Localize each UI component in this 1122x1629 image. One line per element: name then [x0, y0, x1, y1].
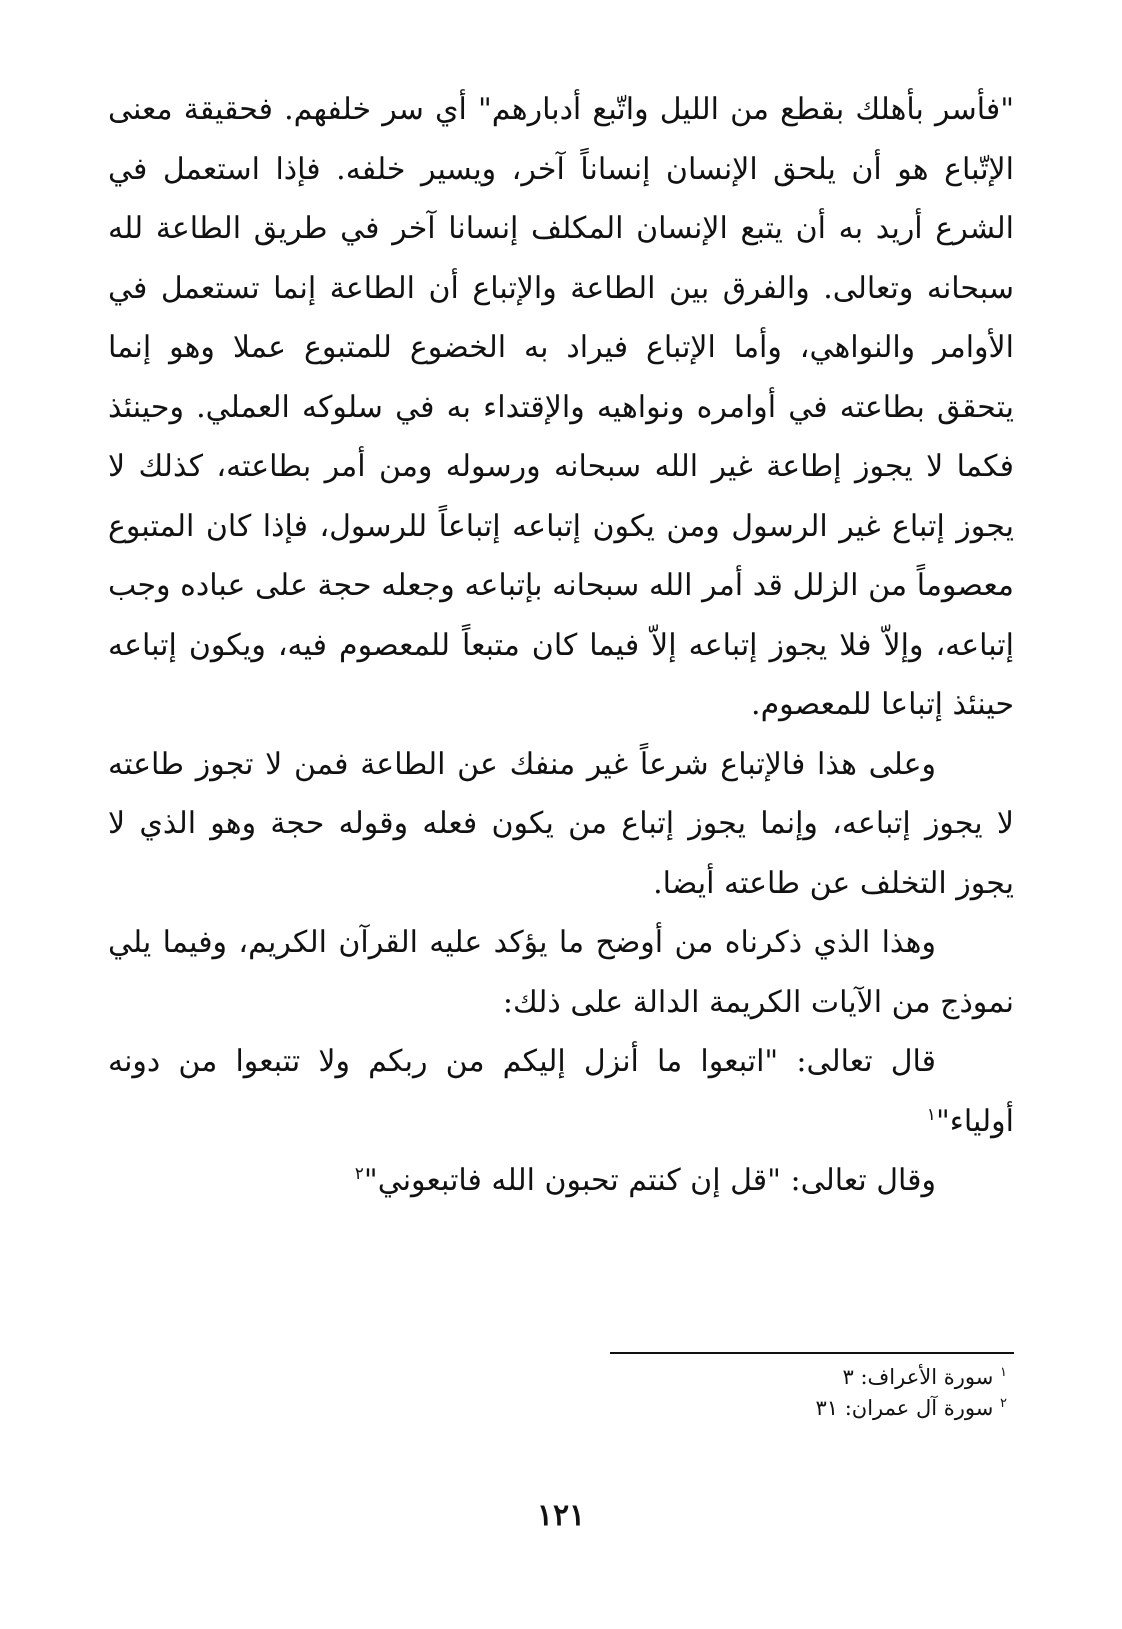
footnote-1-number: ١	[1000, 1365, 1007, 1380]
paragraph-2: وعلى هذا فالإتباع شرعاً غير منفك عن الطاعة فمن لا تجوز طاعته لا يجوز إتباعه، وإنما يجوز إتباع من يكون فعله وقوله حجة وهو الذي لا يجوز التخلف عن طاعته أيضا.	[108, 746, 1014, 901]
footnote-1-text: سورة الأعراف: ٣	[842, 1365, 994, 1389]
verse-quote-2	[108, 1151, 1014, 1211]
footnote-2-text: سورة آل عمران: ٣١	[815, 1396, 994, 1420]
paragraph-1: "فأسر بأهلك بقطع من الليل واتّبع أدبارهم" أي سر خلفهم. فحقيقة معنى الإتّباع هو أن يلحق الإنسان إنساناً آخر، ويسير خلفه. فإذا استعمل في الشرع أريد به أن يتبع الإنسان المكلف إنسانا آخر في طريق الطاعة لله سبحانه وتعالى. والفرق بين الطاعة والإتباع أن الطاعة إنما تستعمل في الأوامر والنواهي، وأما الإتباع فيراد به الخضوع للمتبوع عملا وهو إنما يتحقق بطاعته في أوامره ونواهيه والإقتداء به في سلوكه العملي. وحينئذ فكما لا يجوز إطاعة غير الله سبحانه ورسوله ومن أمر بطاعته، كذلك لا يجوز إتباع غير الرسول ومن يكون إتباعه إتباعاً للرسول، فإذا كان المتبوع معصوماً من الزلل قد أمر الله سبحانه بإتباعه وجعله حجة على عباده وجب إتباعه، وإلاّ فلا يجوز إتباعه إلاّ فيما كان متبعاً للمعصوم فيه، ويكون إتباعه حينئذ إتباعا للمعصوم.	[108, 92, 1014, 722]
verse-quote-1-text: قال تعالى: "اتبعوا ما أنزل إليكم من ربكم ولا تتبعوا من دونه أولياء"	[108, 1044, 1014, 1139]
footnotes	[507, 1362, 1007, 1424]
footnote-2	[507, 1393, 1007, 1424]
footnote-divider	[610, 1352, 1014, 1354]
footnote-ref-1[interactable]: ١	[926, 1104, 936, 1125]
verse-quote-2-text: وقال تعالى: "قل إن كنتم تحبون الله فاتبعوني"	[363, 1163, 936, 1198]
footnote-2-number: ٢	[1000, 1396, 1007, 1411]
paragraph-3: وهذا الذي ذكرناه من أوضح ما يؤكد عليه القرآن الكريم، وفيما يلي نموذج من الآيات الكريمة الدالة على ذلك:	[108, 925, 1014, 1020]
footnote-1	[507, 1362, 1007, 1393]
body-text	[108, 80, 1014, 1211]
verse-quote-1	[108, 1032, 1014, 1151]
page-number: ١٢١	[536, 1498, 586, 1533]
footnote-ref-2[interactable]: ٢	[354, 1164, 364, 1184]
